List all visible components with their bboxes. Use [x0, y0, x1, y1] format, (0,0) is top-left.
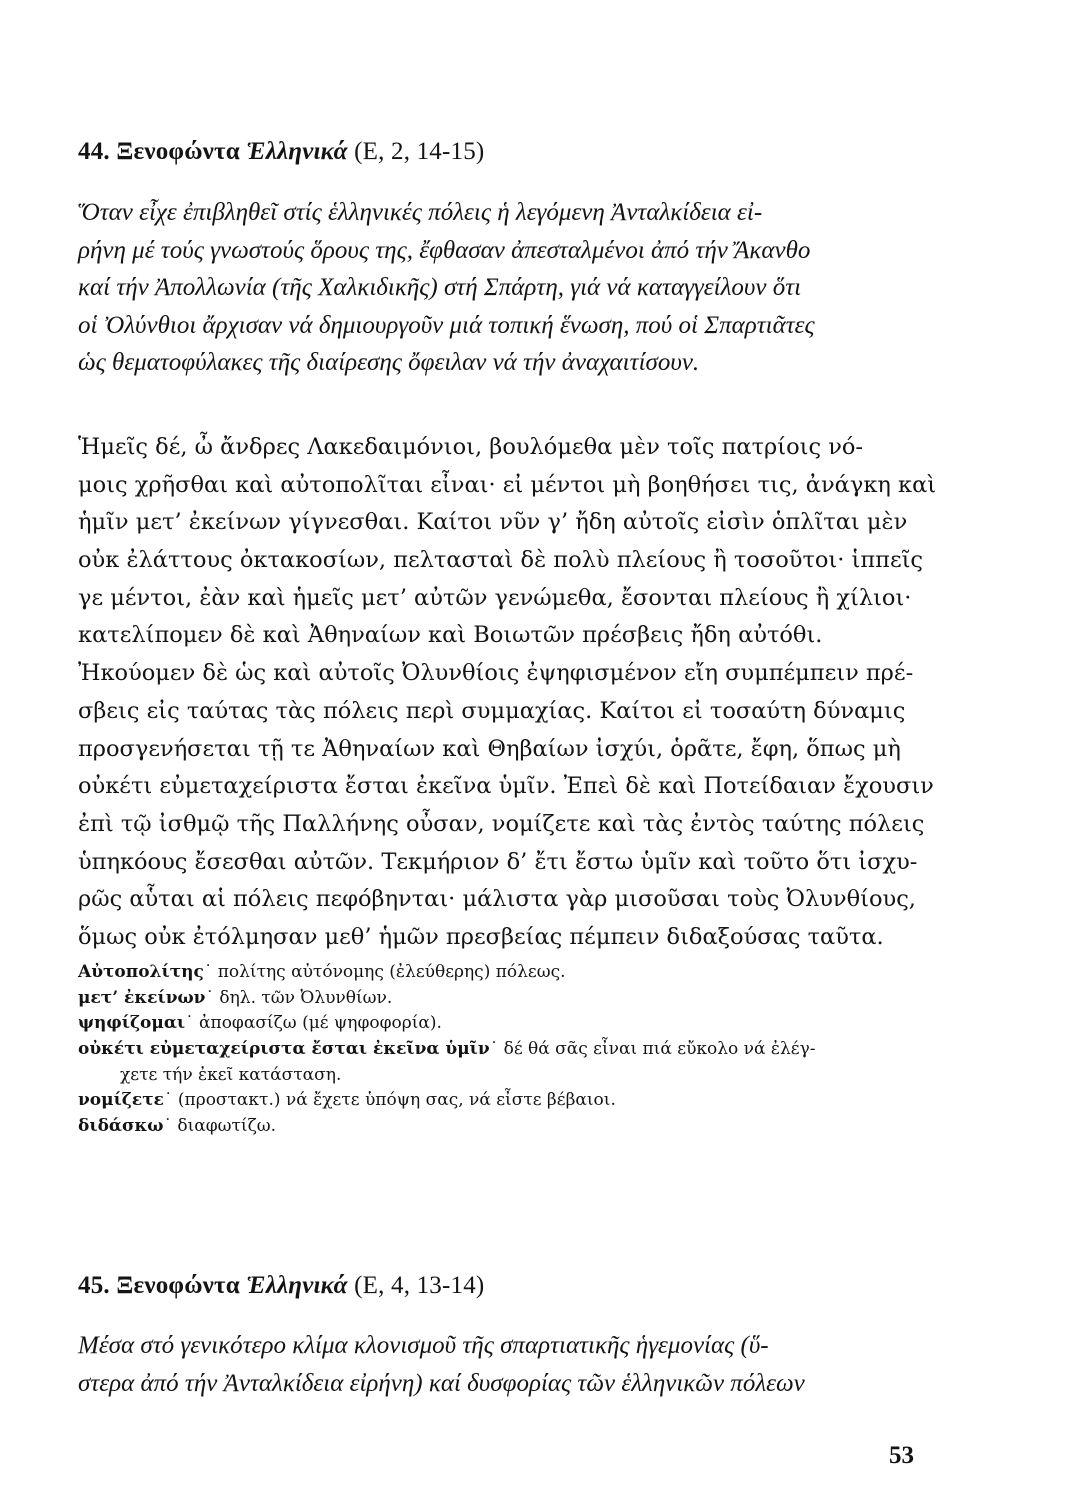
text-line: οὐκέτι εὐμεταχείριστα ἔσται ἐκεῖνα ὑμῖν. Ἐπεὶ δὲ καὶ Ποτείδαιαν ἔχουσιν: [78, 773, 934, 800]
glossary-definition: ˙ ἀποφασίζω (μέ ψηφοφορία).: [185, 1013, 442, 1034]
section-44-text: [78, 429, 937, 957]
glossary-entry: [78, 1037, 920, 1063]
section-number: 45.: [78, 1272, 110, 1299]
text-line: προσγενήσεται τῇ τε Ἀθηναίων καὶ Θηβαίων ἰσχύι, ὁρᾶτε, ἔφη, ὅπως μὴ: [78, 735, 901, 762]
glossary-entry: [78, 1114, 920, 1140]
intro-line: Μέσα στό γενικότερο κλίμα κλονισμοῦ τῆς σπαρτιατικῆς ἡγεμονίας (ὕ-: [78, 1332, 769, 1359]
text-line: κατελίπομεν δὲ καὶ Ἀθηναίων καὶ Βοιωτῶν πρέσβεις ἤδη αὐτόθι.: [78, 622, 823, 649]
section-44-heading: [78, 138, 484, 166]
section-author: Ξενοφώντα: [116, 1272, 240, 1299]
section-work: Ἑλληνικά: [246, 1272, 348, 1299]
glossary-term: διδάσκω: [78, 1116, 164, 1137]
glossary-entry: [78, 986, 920, 1012]
text-line: οὐκ ἐλάττους ὀκτακοσίων, πελτασταὶ δὲ πολὺ πλείους ἢ τοσοῦτοι· ἱππεῖς: [78, 547, 924, 574]
glossary-entry: [78, 1088, 920, 1114]
glossary-definition: ˙ (προστακτ.) νά ἔχετε ὑπόψη σας, νά εἶστε βέβαιοι.: [163, 1090, 616, 1111]
page-number: 53: [889, 1442, 914, 1469]
section-author: Ξενοφώντα: [116, 138, 240, 165]
section-45-heading: [78, 1272, 484, 1300]
glossary-term: μετ’ ἐκείνων: [78, 987, 206, 1008]
glossary-definition: ˙ δέ θά σᾶς εἶναι πιά εὔκολο νά ἐλέγ-: [489, 1039, 816, 1060]
section-44-glossary: [78, 960, 920, 1140]
glossary-term: νομίζετε: [78, 1090, 164, 1111]
text-line: ὑπηκόους ἔσεσθαι αὐτῶν. Τεκμήριον δ’ ἔτι ἔστω ὑμῖν καὶ τοῦτο ὅτι ἰσχυ-: [78, 848, 918, 875]
glossary-term: οὐκέτι εὐμεταχείριστα ἔσται ἐκεῖνα ὑμῖν: [78, 1039, 490, 1060]
glossary-definition: ˙ δηλ. τῶν Ὀλυνθίων.: [205, 987, 393, 1008]
text-line: ρῶς αὗται αἱ πόλεις πεφόβηνται· μάλιστα γὰρ μισοῦσαι τοὺς Ὀλυνθίους,: [78, 886, 916, 913]
section-44-intro: [78, 194, 920, 382]
text-line: γε μέντοι, ἐὰν καὶ ἡμεῖς μετ’ αὐτῶν γενώμεθα, ἔσονται πλείους ἢ χίλιοι·: [78, 584, 912, 611]
text-line: Ἠκούομεν δὲ ὡς καὶ αὐτοῖς Ὀλυνθίοις ἐψηφισμένον εἴη συμπέμπειν πρέ-: [78, 660, 914, 687]
glossary-definition: χετε τήν ἐκεῖ κατάσταση.: [120, 1064, 342, 1085]
intro-line: στερα ἀπό τήν Ἀνταλκίδεια εἰρήνη) καί δυσφορίας τῶν ἑλληνικῶν πόλεων: [78, 1369, 805, 1397]
text-line: ὅμως οὐκ ἐτόλμησαν μεθ’ ἡμῶν πρεσβείας πέμπειν διδαξούσας ταῦτα.: [78, 923, 884, 950]
text-line: ἐπὶ τῷ ἰσθμῷ τῆς Παλλήνης οὖσαν, νομίζετε καὶ τὰς ἐντὸς ταύτης πόλεις: [78, 810, 925, 837]
intro-line: ρήνη μέ τούς γνωστούς ὅρους της, ἔφθασαν ἀπεσταλμένοι ἀπό τήν Ἄκανθο: [78, 236, 811, 264]
intro-line: ὡς θεματοφύλακες τῆς διαίρεσης ὄφειλαν νά τήν ἀναχαιτίσουν.: [78, 349, 700, 376]
text-line: ἡμῖν μετ’ ἐκείνων γίγνεσθαι. Καίτοι νῦν γ’ ἤδη αὐτοῖς εἰσὶν ὁπλῖται μὲν: [78, 509, 908, 536]
section-reference: (Ε, 2, 14-15): [354, 138, 485, 165]
glossary-definition: ˙ πολίτης αὐτόνομης (ἐλεύθερης) πόλεως.: [203, 962, 566, 982]
glossary-term: ψηφίζομαι: [78, 1013, 186, 1034]
section-number: 44.: [78, 138, 110, 165]
text-line: σβεις εἰς ταύτας τὰς πόλεις περὶ συμμαχίας. Καίτοι εἰ τοσαύτη δύναμις: [78, 697, 906, 724]
glossary-definition: ˙ διαφωτίζω.: [163, 1116, 277, 1137]
section-45-intro: [78, 1327, 920, 1402]
glossary-entry-continuation: [78, 1063, 920, 1089]
glossary-entry: [78, 960, 920, 986]
text-line: μοις χρῆσθαι καὶ αὐτοπολῖται εἶναι· εἰ μέντοι μὴ βοηθήσει τις, ἀνάγκη καὶ: [78, 471, 937, 498]
text-line: Ἡμεῖς δέ, ὦ ἄνδρες Λακεδαιμόνιοι, βουλόμεθα μὲν τοῖς πατρίοις νό-: [78, 434, 864, 460]
intro-line: καί τήν Ἀπολλωνία (τῆς Χαλκιδικῆς) στή Σπάρτη, γιά νά καταγγείλουν ὅτι: [78, 274, 802, 301]
intro-line: οἱ Ὀλύνθιοι ἄρχισαν νά δημιουργοῦν μιά τοπική ἕνωση, πού οἱ Σπαρτιᾶτες: [78, 311, 815, 339]
intro-line: Ὅταν εἶχε ἐπιβληθεῖ στίς ἑλληνικές πόλεις ἡ λεγόμενη Ἀνταλκίδεια εἰ-: [78, 199, 763, 226]
glossary-entry: [78, 1011, 920, 1037]
section-work: Ἑλληνικά: [246, 138, 348, 165]
glossary-term: Αὐτοπολίτης: [78, 962, 204, 982]
section-reference: (Ε, 4, 13-14): [354, 1272, 485, 1299]
